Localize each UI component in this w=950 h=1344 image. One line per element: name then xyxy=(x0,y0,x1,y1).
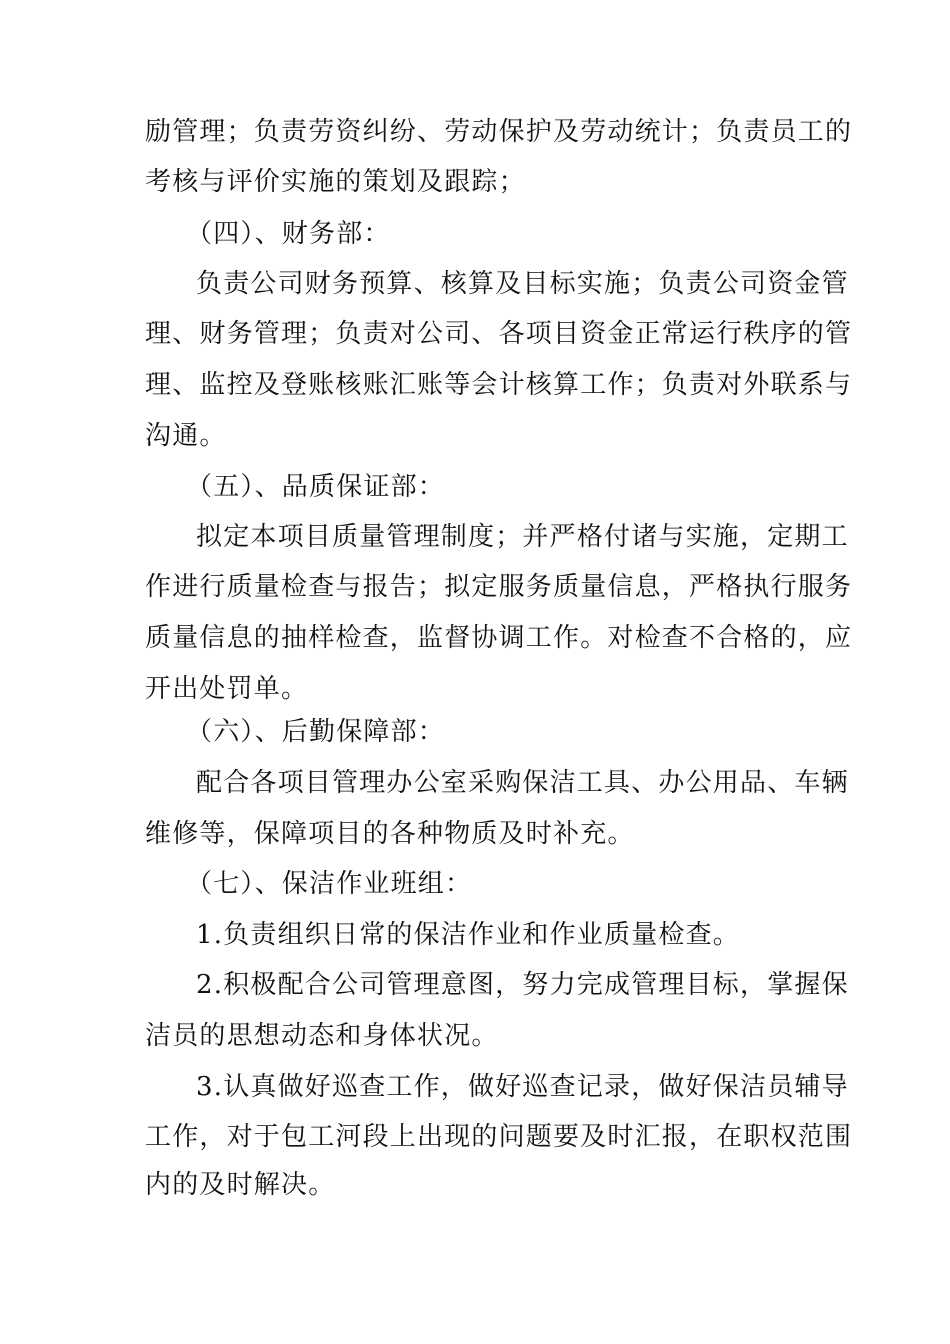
text-line: 内的及时解决。 xyxy=(145,1170,336,1200)
text-line: 作进行质量检查与报告；拟定服务质量信息，严格执行服务 xyxy=(145,572,853,602)
text-line: 励管理；负责劳资纠纷、劳动保护及劳动统计；负责员工的 xyxy=(145,117,853,147)
text-line: 工作，对于包工河段上出现的问题要及时汇报，在职权范围 xyxy=(145,1122,853,1152)
section-heading: （六）、后勤保障部： xyxy=(186,717,446,747)
text-line: 负责公司财务预算、核算及目标实施；负责公司资金管 xyxy=(196,269,849,299)
text-line: 配合各项目管理办公室采购保洁工具、办公用品、车辆 xyxy=(196,768,849,798)
text-line: 理、财务管理；负责对公司、各项目资金正常运行秩序的管 xyxy=(145,319,853,349)
text-line: 洁员的思想动态和身体状况。 xyxy=(145,1021,499,1051)
text-line: 维修等，保障项目的各种物质及时补充。 xyxy=(145,819,635,849)
text-line: 理、监控及登账核账汇账等会计核算工作；负责对外联系与 xyxy=(145,370,853,400)
section-heading: （五）、品质保证部： xyxy=(186,472,446,502)
text-line: 拟定本项目质量管理制度；并严格付诸与实施，定期工 xyxy=(196,522,849,552)
list-item: 3.认真做好巡查工作，做好巡查记录，做好保洁员辅导 xyxy=(196,1072,849,1102)
section-heading: （七）、保洁作业班组： xyxy=(186,869,473,899)
text-line: 开出处罚单。 xyxy=(145,674,309,704)
text-line: 考核与评价实施的策划及跟踪； xyxy=(145,167,526,197)
text-line: 沟通。 xyxy=(145,421,227,451)
list-item: 2.积极配合公司管理意图，努力完成管理目标，掌握保 xyxy=(196,970,849,1000)
text-line: 质量信息的抽样检查，监督协调工作。对检查不合格的，应 xyxy=(145,623,853,653)
section-heading: （四）、财务部： xyxy=(186,219,391,249)
list-item: 1.负责组织日常的保洁作业和作业质量检查。 xyxy=(196,920,741,950)
